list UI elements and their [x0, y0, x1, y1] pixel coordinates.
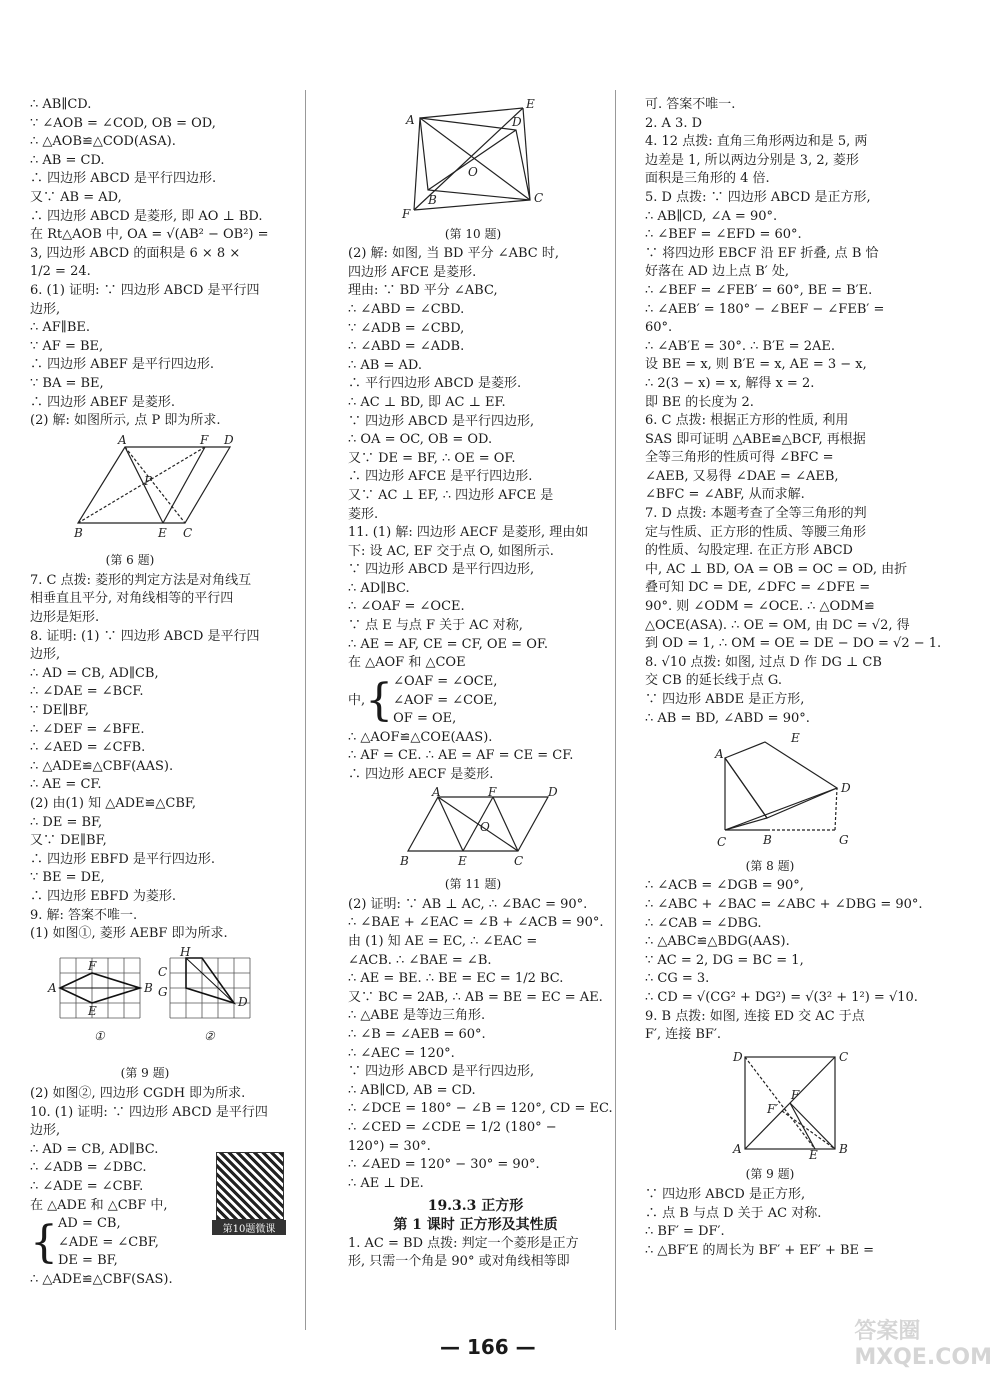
- system-10-lines: [58, 1215, 159, 1271]
- text-line: ∴ ∠DCE = 180° − ∠B = 120°, CD = EC.: [348, 1101, 613, 1117]
- fig10-label: D: [512, 115, 522, 129]
- text-line: ∴ AD∥BC.: [348, 580, 410, 596]
- text-line: ∵ 将四边形 EBCF 沿 EF 折叠, 点 B 恰: [645, 245, 879, 261]
- text-line: ∴ AB = CD.: [30, 152, 105, 168]
- text-line: 叠可知 DC = DE, ∠DFC = ∠DFE =: [645, 580, 871, 596]
- text-line: (2) 由(1) 知 △ADE≌△CBF,: [30, 796, 197, 811]
- text-line: ∴ ∠ABC + ∠BAC = ∠ABC + ∠DBG = 90°.: [645, 896, 923, 912]
- text-line: ∴ ∠OAF = ∠OCE.: [348, 599, 465, 615]
- system-11: [348, 673, 603, 729]
- text-line: 边形,: [30, 647, 61, 663]
- text-line: ∴ ∠BEF = ∠FEB′ = 60°, BE = B′E.: [645, 282, 873, 298]
- text-line: ∵ BA = BE,: [30, 375, 104, 391]
- column-right: [645, 96, 942, 1260]
- text-line: ∵ 四边形 ABCD 是正方形,: [645, 1186, 806, 1202]
- text-line: 由 (1) 知 AE = EC, ∴ ∠EAC =: [348, 934, 538, 949]
- text-line: ∴ ∠DAE = ∠BCF.: [30, 684, 144, 700]
- column-rule-1: [305, 90, 306, 1330]
- fig9-label: F: [88, 958, 97, 973]
- text-line: 理由: ∵ BD 平分 ∠ABC,: [348, 283, 498, 299]
- fig10-ec: [523, 108, 530, 200]
- text-line: 在 △ADE 和 △CBF 中,: [30, 1197, 168, 1213]
- text-line: 3, 四边形 ABCD 的面积是 6 × 8 ×: [30, 245, 241, 261]
- col3-lines: [645, 96, 942, 728]
- text-line: ∴ AE = BE. ∴ BE = EC = 1/2 BC.: [348, 971, 564, 987]
- text-line: ∴ △BF′E 的周长为 BF′ + EF′ + BE =: [645, 1242, 875, 1258]
- text-line: ∵ DE∥BF,: [30, 703, 90, 719]
- figure-6: [30, 432, 295, 570]
- text-line: ∴ AE ⊥ DE.: [348, 1175, 424, 1191]
- text-line: (2) 解: 如图所示, 点 P 即为所求.: [30, 413, 221, 429]
- figure-10: [348, 98, 603, 243]
- text-line: ∴ 四边形 EBFD 是平行四边形.: [30, 851, 216, 867]
- fig8-label: G: [839, 833, 849, 848]
- text-line: ∴ ∠ACB = ∠DGB = 90°,: [645, 878, 804, 894]
- fig9b-label: C: [839, 1049, 849, 1064]
- text-line: ∵ 点 E 与点 F 关于 AC 对称,: [348, 618, 523, 634]
- text-line: ∴ △AOF≌△COE(AAS).: [348, 729, 493, 745]
- text-line: 面积是三角形的 4 倍.: [645, 171, 770, 187]
- fig9b-f2b: [782, 1111, 835, 1149]
- text-line: (2) 解: 如图, 当 BD 平分 ∠ABC 时,: [348, 246, 559, 262]
- text-line: 9. 解: 答案不唯一.: [30, 907, 138, 923]
- brace: {: [30, 1217, 58, 1269]
- fig8-label: D: [841, 781, 851, 796]
- text-line: 定与性质、正方形的性质、等腰三角形: [645, 524, 867, 540]
- fig6-diag-ac: [125, 447, 185, 523]
- figure-9b: [645, 1049, 910, 1184]
- text-line: OF = OE,: [393, 711, 457, 727]
- system-11-lines: [393, 673, 497, 729]
- text-line: ∴ 四边形 ABCD 是平行四边形.: [30, 171, 217, 187]
- text-line: 60°.: [645, 320, 673, 336]
- text-line: 4. 12 点拨: 直角三角形两边和是 5, 两: [645, 134, 868, 150]
- text-line: ∵ ∠AOB = ∠COD, OB = OD,: [30, 115, 216, 131]
- text-line: ∴ AB∥CD, AB = CD.: [348, 1082, 476, 1098]
- text-line: 在 △AOF 和 △COE: [348, 655, 466, 671]
- fig9b-label: A: [733, 1141, 742, 1156]
- figure-11-caption: (第 11 题): [444, 877, 502, 892]
- fig9-label: C: [158, 964, 168, 979]
- text-line: ∵ 四边形 ABDE 是正方形,: [645, 692, 805, 707]
- text-line: ∴ △ADE≌△CBF(SAS).: [30, 1272, 173, 1288]
- text-line: 1. AC = BD 点拨: 判定一个菱形是正方: [348, 1235, 579, 1251]
- text-line: ∴ 2(3 − x) = x, 解得 x = 2.: [645, 375, 815, 391]
- col1-lines-b: [30, 572, 295, 944]
- text-line: 8. √10 点拨: 如图, 过点 D 作 DG ⊥ CB: [645, 654, 882, 670]
- fig10-diag-ac: [420, 118, 530, 200]
- fig9-label: A: [48, 980, 57, 995]
- figure-8-diagram: [645, 732, 895, 850]
- text-line: ∴ △AOB≌△COD(ASA).: [30, 134, 176, 150]
- text-line: ∴ ∠BAE + ∠EAC = ∠B + ∠ACB = 90°.: [348, 915, 604, 931]
- fig8-label: E: [791, 731, 800, 746]
- text-line: ∴ ∠ABD = ∠CBD.: [348, 301, 465, 317]
- text-line: 又∵ DE = BF, ∴ OE = OF.: [348, 450, 516, 466]
- fig6-label: B: [74, 525, 83, 540]
- text-line: ∵ AC = 2, DG = BC = 1,: [645, 952, 804, 968]
- fig11-label: O: [480, 819, 490, 834]
- text-line: ∴ ∠CAB = ∠DBG.: [645, 915, 762, 931]
- fig6-label: F: [200, 432, 209, 447]
- text-line: F′, 连接 BF′.: [645, 1027, 722, 1043]
- figure-9-caption: (第 9 题): [120, 1066, 170, 1081]
- figure-9b-caption: (第 9 题): [745, 1167, 795, 1182]
- text-line: 又∵ AC ⊥ EF, ∴ 四边形 AFCE 是: [348, 487, 554, 503]
- text-line: ∴ 点 B 与点 D 关于 AC 对称.: [645, 1205, 822, 1221]
- figure-9-diagram: [30, 944, 260, 1058]
- text-line: AD = CB,: [58, 1216, 121, 1232]
- text-line: ∴ 四边形 AECF 是菱形.: [348, 767, 494, 783]
- fig9-label: G: [158, 984, 168, 999]
- text-line: ∴ AB∥CD, ∠A = 90°.: [645, 208, 778, 224]
- fig6-side-fe: [163, 447, 205, 523]
- text-line: ∴ 平行四边形 ABCD 是菱形.: [348, 376, 522, 392]
- text-line: ∠BFC = ∠ABF, 从而求解.: [645, 487, 805, 503]
- fig10-label: C: [534, 191, 544, 205]
- text-line: ∴ ∠CED = ∠CDE = 1/2 (180° −: [348, 1119, 557, 1135]
- text-line: ∠OAF = ∠OCE,: [393, 673, 498, 689]
- fig6-label: C: [183, 525, 193, 540]
- text-line: ∴ 四边形 ABEF 是菱形.: [30, 394, 175, 410]
- fig9-sub-2: ②: [204, 1028, 215, 1043]
- text-line: (1) 如图①, 菱形 AEBF 即为所求.: [30, 926, 228, 942]
- text-line: 中, AC ⊥ BD, OA = OB = OC = OD, 由折: [645, 561, 908, 577]
- text-line: 9. B 点拨: 如图, 连接 ED 交 AC 于点: [645, 1008, 865, 1024]
- fig9-label: H: [180, 944, 191, 959]
- fig11-label: B: [400, 853, 409, 868]
- text-line: 可. 答案不唯一.: [645, 97, 736, 112]
- text-line: ∴ ∠ABD = ∠ADB.: [348, 339, 465, 355]
- text-line: ∴ ∠AED = 120° − 30° = 90°.: [348, 1157, 540, 1173]
- fig6-label: P: [144, 473, 153, 488]
- figure-9b-diagram: [645, 1049, 895, 1162]
- text-line: ∴ 四边形 ABCD 是菱形, 即 AO ⊥ BD.: [30, 208, 263, 224]
- fig8-square: [725, 742, 837, 818]
- text-line: 的性质、勾股定理. 在正方形 ABCD: [645, 543, 853, 559]
- fig6-label: A: [118, 432, 127, 447]
- text-line: ∵ 四边形 ABCD 是平行四边形,: [348, 413, 535, 429]
- fig9-sub-1: ①: [94, 1028, 105, 1043]
- text-line: 即 BE 的长度为 2.: [645, 394, 754, 410]
- text-line: 边形,: [30, 1123, 61, 1139]
- fig11-label: D: [548, 784, 558, 799]
- col3-lines-b: [645, 877, 923, 1044]
- text-line: ∴ ∠AED = ∠CFB.: [30, 740, 146, 756]
- text-line: 四边形 AFCE 是菱形.: [348, 264, 477, 280]
- text-line: ∴ OA = OC, OB = OD.: [348, 432, 493, 448]
- text-line: 又∵ DE∥BF,: [30, 833, 107, 849]
- text-line: ∴ △ADE≌△CBF(AAS).: [30, 758, 174, 774]
- text-line: ∵ 四边形 ABCD 是平行四边形,: [348, 562, 535, 578]
- text-line: 7. D 点拨: 本题考查了全等三角形的判: [645, 506, 867, 522]
- text-line: (2) 证明: ∵ AB ⊥ AC, ∴ ∠BAC = 90°.: [348, 896, 588, 912]
- fig9-grid-2: [170, 958, 250, 1018]
- text-line: (2) 如图②, 四边形 CGDH 即为所求.: [30, 1085, 246, 1101]
- fig9-label: B: [144, 980, 153, 995]
- col2-lines-b: [348, 729, 603, 785]
- system-11-lead: 中,: [348, 692, 366, 708]
- section-title: 19.3.3 正方形: [427, 1198, 524, 1215]
- text-line: ∴ 四边形 ABEF 是平行四边形.: [30, 357, 214, 373]
- figure-10-caption: (第 10 题): [444, 226, 502, 241]
- fig9b-label: B: [839, 1141, 848, 1156]
- text-line: ∴ ∠AEC = 120°.: [348, 1045, 455, 1061]
- col2-lines: [348, 245, 603, 673]
- text-line: ∴ BF′ = DF′.: [645, 1224, 725, 1240]
- fig11-label: F: [488, 784, 497, 799]
- text-line: ∵ ∠ADB = ∠CBD,: [348, 320, 465, 336]
- text-line: ∴ ∠AEB′ = 180° − ∠BEF − ∠FEB′ =: [645, 301, 885, 317]
- figure-6-caption: (第 6 题): [105, 553, 155, 568]
- text-line: ∴ AD = CB, AD∥BC.: [30, 1141, 159, 1157]
- fig6-label: E: [158, 525, 167, 540]
- fig9-label: D: [238, 994, 248, 1009]
- text-line: 又∵ AB = AD,: [30, 189, 122, 205]
- text-line: 90°. 则 ∠ODM = ∠OCE. ∴ △ODM≌: [645, 599, 875, 615]
- text-line: 5. D 点拨: ∵ 四边形 ABCD 是正方形,: [645, 189, 871, 205]
- text-line: ∴ AF∥BE.: [30, 320, 90, 336]
- fig10-label: E: [526, 97, 535, 111]
- figure-6-diagram: [30, 432, 234, 545]
- fig10-label: A: [406, 113, 415, 127]
- text-line: ∠ACB. ∴ ∠BAE = ∠B.: [348, 952, 492, 968]
- text-line: 10. (1) 证明: ∵ 四边形 ABCD 是平行四: [30, 1104, 268, 1120]
- text-line: 11. (1) 解: 四边形 AECF 是菱形, 理由如: [348, 525, 589, 541]
- fig11-label: E: [458, 853, 467, 868]
- fig8-ab: [725, 758, 767, 818]
- text-line: ∠ADE = ∠CBF,: [58, 1234, 159, 1250]
- text-line: ∴ ∠ADE = ∠CBF.: [30, 1178, 144, 1194]
- fig6-parallelogram: [78, 447, 230, 523]
- text-line: ∴ AE = AF, CE = CF, OE = OF.: [348, 636, 548, 652]
- fig6-diag-fb: [78, 447, 205, 523]
- text-line: ∴ AB = BD, ∠ABD = 90°.: [645, 710, 810, 726]
- text-line: ∴ AB = AD.: [348, 357, 422, 373]
- text-line: 7. C 点拨: 菱形的判定方法是对角线互: [30, 572, 252, 588]
- text-line: ∴ △ABE 是等边三角形.: [348, 1008, 486, 1024]
- fig9b-label: F′: [767, 1101, 779, 1116]
- column-middle: [348, 96, 613, 1272]
- qr-caption: 第10题微课: [212, 1220, 286, 1235]
- text-line: 6. (1) 证明: ∵ 四边形 ABCD 是平行四: [30, 282, 260, 298]
- fig8-label: A: [715, 747, 724, 762]
- fig10-label: F: [402, 207, 411, 221]
- fig11-label: C: [514, 853, 524, 868]
- text-line: ∴ ∠DEF = ∠BFE.: [30, 721, 145, 737]
- col2-lines-c: [348, 896, 613, 1194]
- fig10-fa: [414, 118, 420, 210]
- column-left: [30, 96, 295, 1290]
- text-line: 2. A 3. D: [645, 115, 703, 131]
- text-line: ∠AOF = ∠COE,: [393, 692, 498, 708]
- text-line: 菱形.: [348, 506, 379, 522]
- text-line: ∵ 四边形 ABCD 是平行四边形,: [348, 1064, 535, 1080]
- fig9b-de: [745, 1057, 815, 1149]
- col1-lines-d: [30, 1271, 295, 1290]
- brace: {: [365, 674, 394, 726]
- text-line: ∴ AD = CB, AD∥CB,: [30, 665, 159, 681]
- figure-11: [348, 784, 603, 894]
- fig10-label: O: [468, 165, 478, 179]
- fig8-cd: [725, 788, 837, 830]
- figure-11-diagram: [348, 784, 598, 869]
- watermark-text: 答案圈 MXQE.COM: [854, 1319, 993, 1370]
- text-line: 相垂直且平分, 对角线相等的平行四: [30, 591, 234, 607]
- text-line: 边差是 1, 所以两边分别是 3, 2, 菱形: [645, 152, 859, 168]
- text-line: 交 CB 的延长线于点 G.: [645, 673, 782, 689]
- text-line: ∠AEB, 又易得 ∠DAE = ∠AEB,: [645, 468, 839, 484]
- lesson-title: 第 1 课时 正方形及其性质: [393, 1216, 558, 1233]
- text-line: 6. C 点拨: 根据正方形的性质, 利用: [645, 413, 849, 429]
- fig11-label: A: [432, 784, 441, 799]
- fig8-dg: [835, 788, 837, 830]
- text-line: ∴ AF = CE. ∴ AE = AF = CE = CF.: [348, 748, 574, 764]
- figure-9: [30, 944, 295, 1083]
- text-line: 设 BE = x, 则 B′E = x, AE = 3 − x,: [645, 357, 867, 373]
- fig10-diag-bd: [428, 130, 516, 190]
- text-line: 边形是矩形.: [30, 610, 100, 626]
- text-line: 在 Rt△AOB 中, OA = √(AB² − OB²) =: [30, 227, 269, 243]
- fig6-label: D: [224, 432, 234, 447]
- text-line: ∴ ∠AB′E = 30°. ∴ B′E = 2AE.: [645, 338, 835, 354]
- text-line: ∴ △ABC≌△BDG(AAS).: [645, 934, 790, 950]
- fig10-ae: [420, 108, 523, 118]
- text-line: 120°) = 30°.: [348, 1138, 431, 1154]
- fig8-label: C: [717, 835, 727, 850]
- col1-lines: [30, 96, 295, 431]
- col3-lines-c: [645, 1186, 910, 1260]
- text-line: 下: 设 AC, EF 交于点 O, 如图所示.: [348, 543, 554, 559]
- text-line: ∴ AB∥CD.: [30, 97, 92, 112]
- text-line: ∴ CG = 3.: [645, 971, 710, 987]
- text-line: 1/2 = 24.: [30, 264, 91, 280]
- text-line: ∴ AC ⊥ BD, 即 AC ⊥ EF.: [348, 394, 506, 410]
- column-rule-2: [615, 90, 616, 1330]
- text-line: DE = BF,: [58, 1253, 118, 1269]
- text-line: ∴ ∠B = ∠AEB = 60°.: [348, 1026, 486, 1042]
- qr-code[interactable]: [216, 1152, 284, 1220]
- text-line: ∴ ∠ADB = ∠DBC.: [30, 1160, 147, 1176]
- text-line: 8. 证明: (1) ∵ 四边形 ABCD 是平行四: [30, 628, 260, 644]
- text-line: ∴ AE = CF.: [30, 777, 102, 793]
- figure-8: [645, 732, 910, 875]
- fig8-label: B: [763, 833, 772, 848]
- text-line: 到 OD = 1, ∴ OM = OE = DE − DO = √2 − 1.: [645, 636, 942, 652]
- text-line: 好落在 AD 边上点 B′ 处,: [645, 264, 789, 280]
- text-line: ∴ 四边形 AFCE 是平行四边形.: [348, 469, 533, 485]
- fig9-label: E: [88, 1003, 97, 1018]
- fig9b-label: D: [733, 1049, 743, 1064]
- fig9b-label: E: [809, 1147, 818, 1162]
- text-line: △OCE(ASA). ∴ OE = OM, 由 DC = √2, 得: [645, 617, 910, 633]
- text-line: 边形,: [30, 301, 61, 317]
- figure-8-caption: (第 8 题): [745, 858, 795, 873]
- col2-lines-d: [348, 1235, 603, 1272]
- text-line: ∵ AF = BE,: [30, 338, 104, 354]
- text-line: ∴ 四边形 EBFD 为菱形.: [30, 888, 177, 904]
- fig10-label: B: [428, 193, 437, 207]
- text-line: ∴ CD = √(CG² + DG²) = √(3² + 1²) = √10.: [645, 989, 918, 1005]
- text-line: SAS 即可证明 △ABE≌△BCF, 再根据: [645, 431, 866, 447]
- text-line: ∴ DE = BF,: [30, 814, 103, 830]
- text-line: 又∵ BC = 2AB, ∴ AB = BE = EC = AE.: [348, 989, 603, 1005]
- fig9b-label: F: [791, 1087, 800, 1102]
- text-line: ∵ BE = DE,: [30, 870, 105, 886]
- figure-10-diagram: [348, 97, 598, 221]
- watermark: [854, 1290, 993, 1370]
- text-line: 形, 只需一个角是 90° 或对角线相等即: [348, 1254, 570, 1270]
- text-line: 全等三角形的性质可得 ∠BFC =: [645, 450, 834, 466]
- page-number: — 166 —: [440, 1335, 536, 1359]
- text-line: ∴ ∠BEF = ∠EFD = 60°.: [645, 227, 802, 243]
